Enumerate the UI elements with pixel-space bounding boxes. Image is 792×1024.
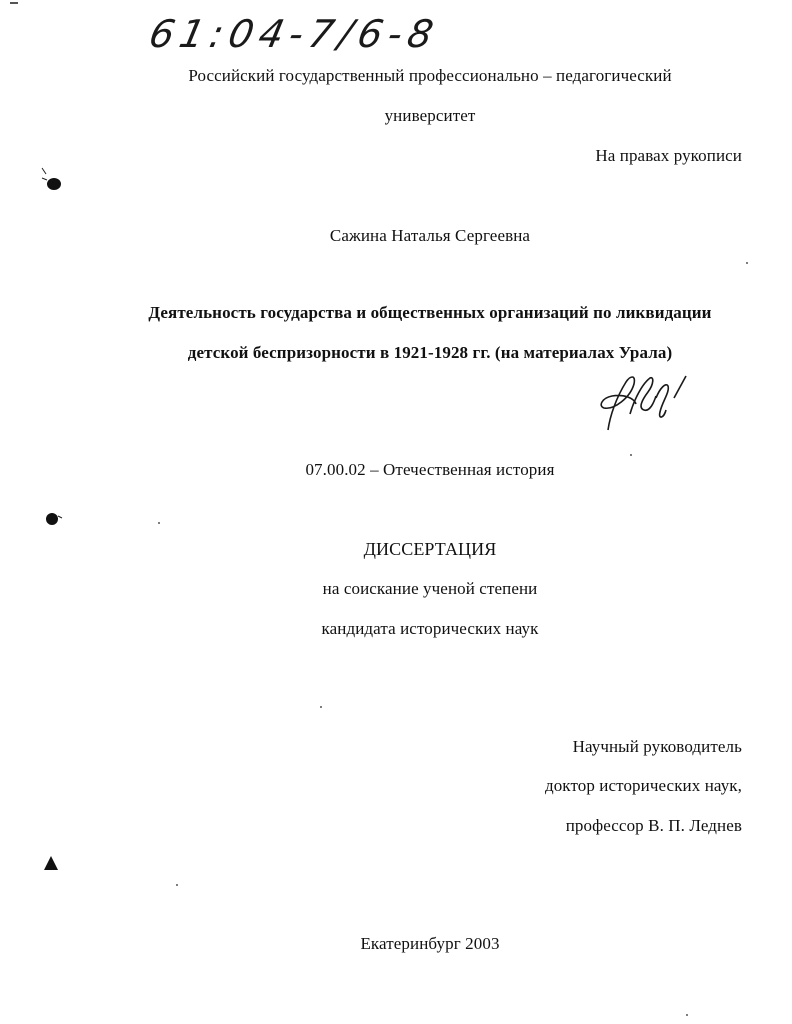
degree-line-1: на соискание ученой степени	[322, 579, 538, 598]
dissertation-title-line-1: Деятельность государства и общественных организаций по ликвидации	[148, 303, 712, 322]
university-line-2: университет	[384, 106, 476, 125]
scan-blot-icon	[40, 852, 62, 874]
rights-note: На правах рукописи	[595, 146, 742, 165]
handwritten-archive-code: 61:04-7/6-8	[145, 12, 443, 56]
supervisor-line-1: Научный руководитель	[572, 737, 742, 756]
scan-speck	[158, 522, 160, 524]
author-name: Сажина Наталья Сергеевна	[329, 226, 531, 245]
scan-speck	[686, 1014, 688, 1016]
dissertation-title-line-2: детской беспризорности в 1921-1928 гг. (на материалах Урала)	[187, 343, 673, 362]
scan-speck	[630, 454, 632, 456]
scan-speck	[746, 262, 748, 264]
scan-speck	[10, 2, 18, 4]
scan-speck	[320, 706, 322, 708]
specialty-code: 07.00.02 – Отечественная история	[305, 460, 555, 479]
scan-speck	[176, 884, 178, 886]
work-type-label: ДИССЕРТАЦИЯ	[363, 539, 497, 559]
supervisor-line-3: профессор В. П. Леднев	[565, 816, 742, 835]
degree-line-2: кандидата исторических наук	[321, 619, 539, 638]
university-line-1: Российский государственный профессионально – педагогический	[188, 66, 672, 85]
city-year: Екатеринбург 2003	[360, 934, 500, 953]
supervisor-line-2: доктор исторических наук,	[544, 776, 742, 795]
scan-blot-icon	[40, 508, 64, 530]
handwritten-signature	[590, 368, 700, 440]
scan-blot-icon	[38, 166, 66, 196]
